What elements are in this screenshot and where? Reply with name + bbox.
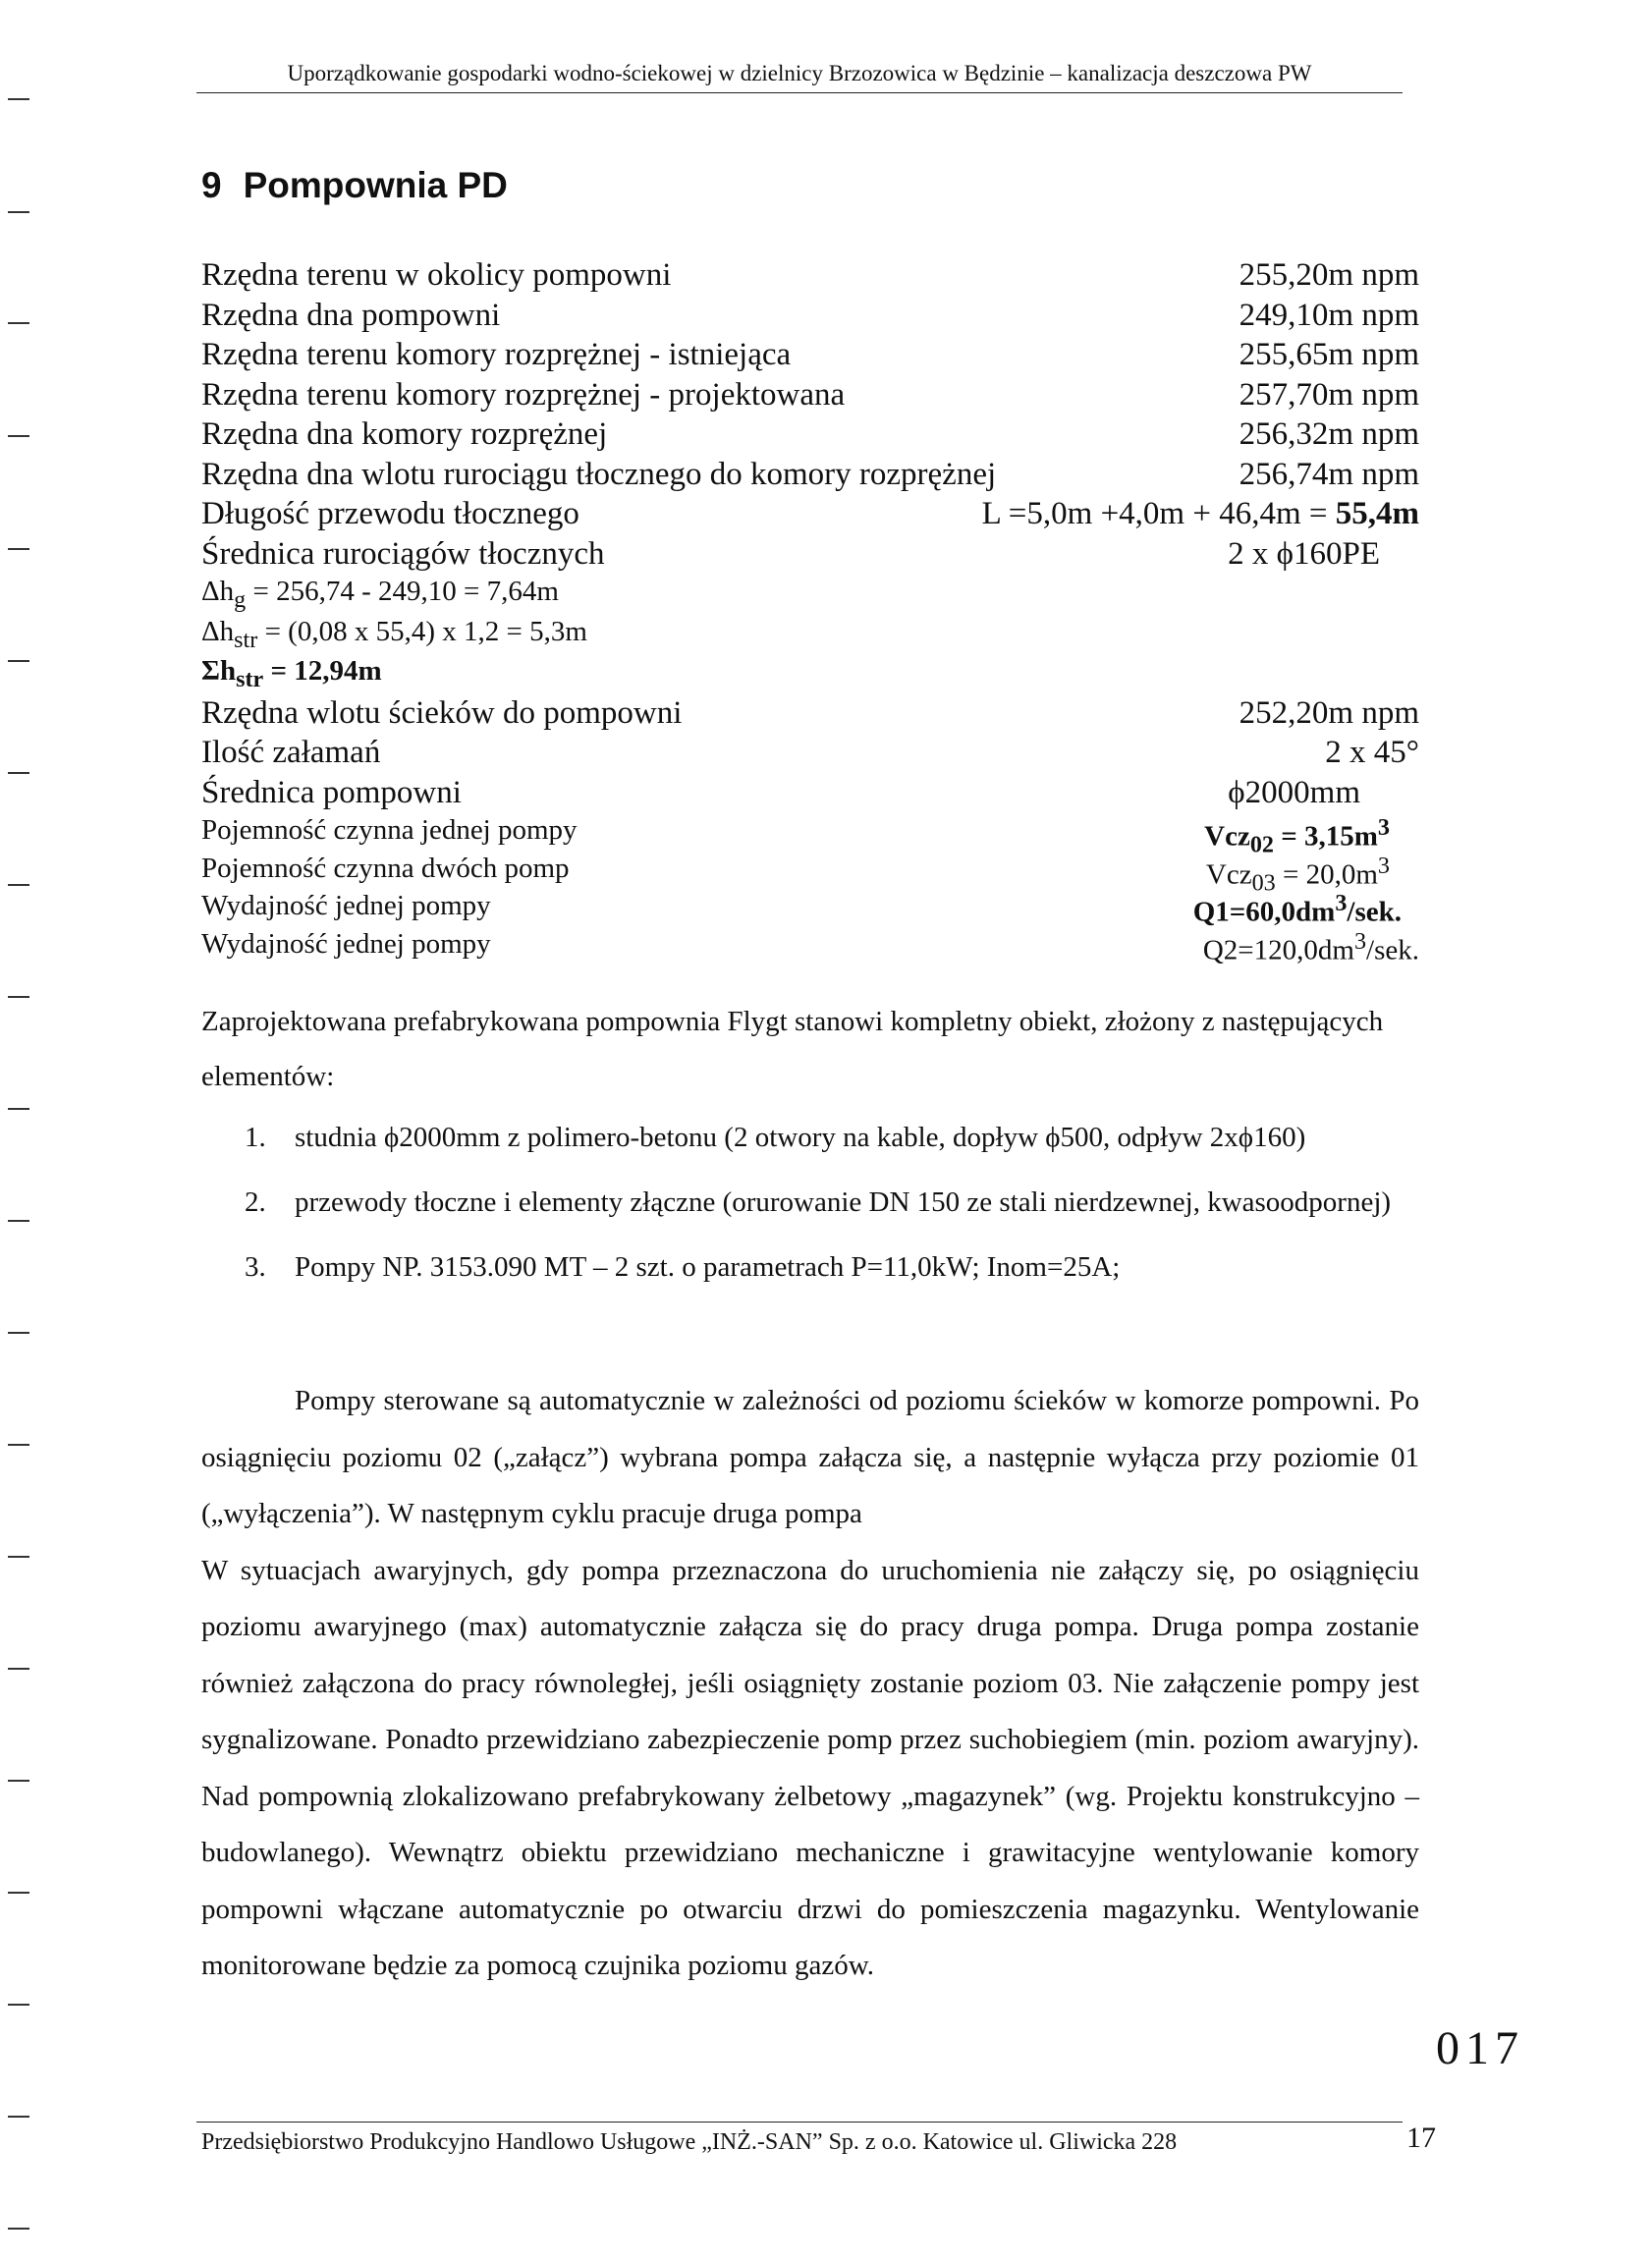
value-part: = 3,15m [1273,820,1378,853]
spec-row [201,496,1419,536]
value-part: = 20,0m [1275,858,1378,891]
spec-label: Wydajność jednej pompy [201,890,491,921]
spec-value [982,496,1419,532]
calc-row [201,655,1419,695]
spec-label: Wydajność jednej pompy [201,927,491,960]
spec-label: Ilość załamań [201,735,381,770]
component-list [201,1118,1419,1312]
section-title: Pompownia PD [243,165,508,205]
spec-label: Długość przewodu tłocznego [201,496,579,531]
list-item [201,1247,1419,1287]
calc-symbol: Σh [201,655,237,687]
spec-label: Rzędna terenu komory rozprężnej - projektowana [201,376,846,413]
spec-label: Rzędna terenu w okolicy pompowni [201,257,672,293]
value-part: /sek. [1347,896,1402,928]
spec-label: Pojemność czynna jednej pompy [201,814,578,846]
calc-expression: = (0,08 x 55,4) x 1,2 = 5,3m [257,615,587,647]
list-number: 2. [245,1186,266,1218]
spec-value: 256,74m npm [1239,456,1419,492]
spec-value [1203,928,1419,967]
value-part: /sek. [1366,934,1419,966]
spec-row [201,775,1419,815]
body-text [201,1373,1419,1995]
spec-label: Pojemność czynna dwóch pomp [201,852,570,884]
spec-row [201,457,1419,497]
calc-expression: = 256,74 - 249,10 = 7,64m [246,576,559,607]
list-number: 3. [245,1251,266,1283]
value-subscript: 03 [1251,868,1276,896]
list-number: 1. [245,1122,266,1153]
calc-expression: = 12,94m [263,655,382,687]
calc-symbol: Δh [201,576,235,607]
list-item [201,1183,1419,1222]
list-text: Pompy NP. 3153.090 MT – 2 szt. o parametrach P=11,0kW; Inom=25A; [295,1251,1121,1283]
spec-value: 252,20m npm [1239,694,1419,731]
value-subscript: 02 [1249,831,1274,858]
value-superscript: 3 [1335,890,1348,916]
intro-paragraph: Zaprojektowana prefabrykowana pompownia Flygt stanowi kompletny obiekt, złożony z następujących elementów: [201,1006,1384,1092]
spec-label: Średnica rurociągów tłocznych [201,535,605,572]
calc-subscript: g [234,585,247,613]
value-part: Vcz [1205,858,1252,891]
calc-row [201,576,1419,616]
calc-symbol: Δh [201,615,235,647]
pipe-length-formula: L =5,0m +4,0m + 46,4m = [981,496,1336,531]
section-number: 9 [201,165,222,205]
value-superscript: 3 [1353,927,1367,955]
spec-label: Rzędna wlotu ścieków do pompowni [201,694,683,731]
spec-row [201,890,1419,928]
pipe-length-total: 55,4m [1335,496,1419,531]
spec-value: 255,20m npm [1239,257,1419,293]
value-superscript: 3 [1377,814,1390,841]
body-paragraph: W sytuacjach awaryjnych, gdy pompa przeznaczona do uruchomienia nie załączy się, po osiągnięciu poziomu awaryjnego (max) automatycznie załącza się do pracy druga pompa. Druga pompa zostanie również załączona do pracy równoległej, jeśli osiągnięty zostanie poziom 03. Nie załączenie pompy jest sygnalizowane. Ponadto przewidziano zabezpieczenie pomp przez suchobiegiem (min. poziom awaryjny). Nad pompownią zlokalizowano prefabrykowany żelbetowy „magazynek” (wg. Projektu konstrukcyjno – budowlanego). Wewnątrz obiektu przewidziano mechaniczne i grawitacyjne wentylowanie komory pompowni włączane automatycznie po otwarciu drzwi do pomieszczenia magazynku. Wentylowanie monitorowane będzie za pomocą czujnika poziomu gazów. [201,1554,1419,1981]
value-part: Q2=120,0dm [1202,934,1354,966]
spec-value: ϕ2000mm [1228,774,1360,810]
spec-label: Rzędna dna komory rozprężnej [201,416,608,452]
spec-label: Rzędna dna pompowni [201,297,501,333]
calc-subscript: str [234,626,258,653]
binding-margin-marks [8,0,37,2261]
spec-row [201,928,1419,966]
calc-dhg [201,576,559,614]
spec-label: Rzędna dna wlotu rurociągu tłocznego do komory rozprężnej [201,456,997,492]
list-text: przewody tłoczne i elementy złączne (orurowanie DN 150 ze stali nierdzewnej, kwasoodpornej) [295,1186,1392,1218]
spec-row [201,735,1419,775]
spec-value [1193,890,1402,929]
calc-row [201,616,1419,656]
spec-row [201,852,1419,896]
page-number: 17 [1406,2122,1436,2154]
spec-row [201,337,1419,377]
spec-value: 249,10m npm [1239,297,1419,333]
spec-row [201,298,1419,338]
spec-row [201,257,1419,298]
spec-row [201,536,1419,577]
value-superscript: 3 [1377,852,1390,879]
spec-table [201,257,1419,965]
spec-label: Średnica pompowni [201,774,462,810]
calc-dhstr [201,616,587,654]
spec-row [201,377,1419,417]
calc-subscript: str [236,665,264,692]
value-part: Q1=60,0dm [1192,896,1336,928]
spec-value: 2 x 45° [1325,735,1419,770]
body-paragraph: Pompy sterowane są automatycznie w zależności od poziomu ścieków w komorze pompowni. Po osiągnięciu poziomu 02 („załącz”) wybrana pompa załącza się, a następnie wyłącza przy poziomie 01 („wyłączenia”). W następnym cyklu pracuje druga pompa [201,1385,1419,1529]
spec-value: 2 x ϕ160PE [1228,535,1380,572]
spec-value: 255,65m npm [1239,337,1419,372]
list-text: studnia ϕ2000mm z polimero-betonu (2 otwory na kable, dopływ ϕ500, odpływ 2xϕ160) [295,1122,1306,1153]
spec-value: 257,70m npm [1239,376,1419,413]
section-heading [201,165,508,206]
spec-value: 256,32m npm [1239,416,1419,452]
footer-divider [196,2122,1403,2123]
spec-row [201,416,1419,457]
spec-label: Rzędna terenu komory rozprężnej - istniejąca [201,337,792,372]
running-header: Uporządkowanie gospodarki wodno-ściekowej w dzielnicy Brzozowica w Będzinie – kanalizacja deszczowa PW [196,61,1403,93]
footer-company: Przedsiębiorstwo Produkcyjno Handlowo Usługowe „INŻ.-SAN” Sp. z o.o. Katowice ul. Gliwicka 228 [201,2129,1178,2155]
calc-sum [201,655,382,693]
list-item [201,1118,1419,1157]
value-part: Vcz [1204,820,1250,853]
spec-row [201,695,1419,736]
spec-row [201,814,1419,858]
handwritten-stamp-number: 017 [1436,2022,1524,2074]
